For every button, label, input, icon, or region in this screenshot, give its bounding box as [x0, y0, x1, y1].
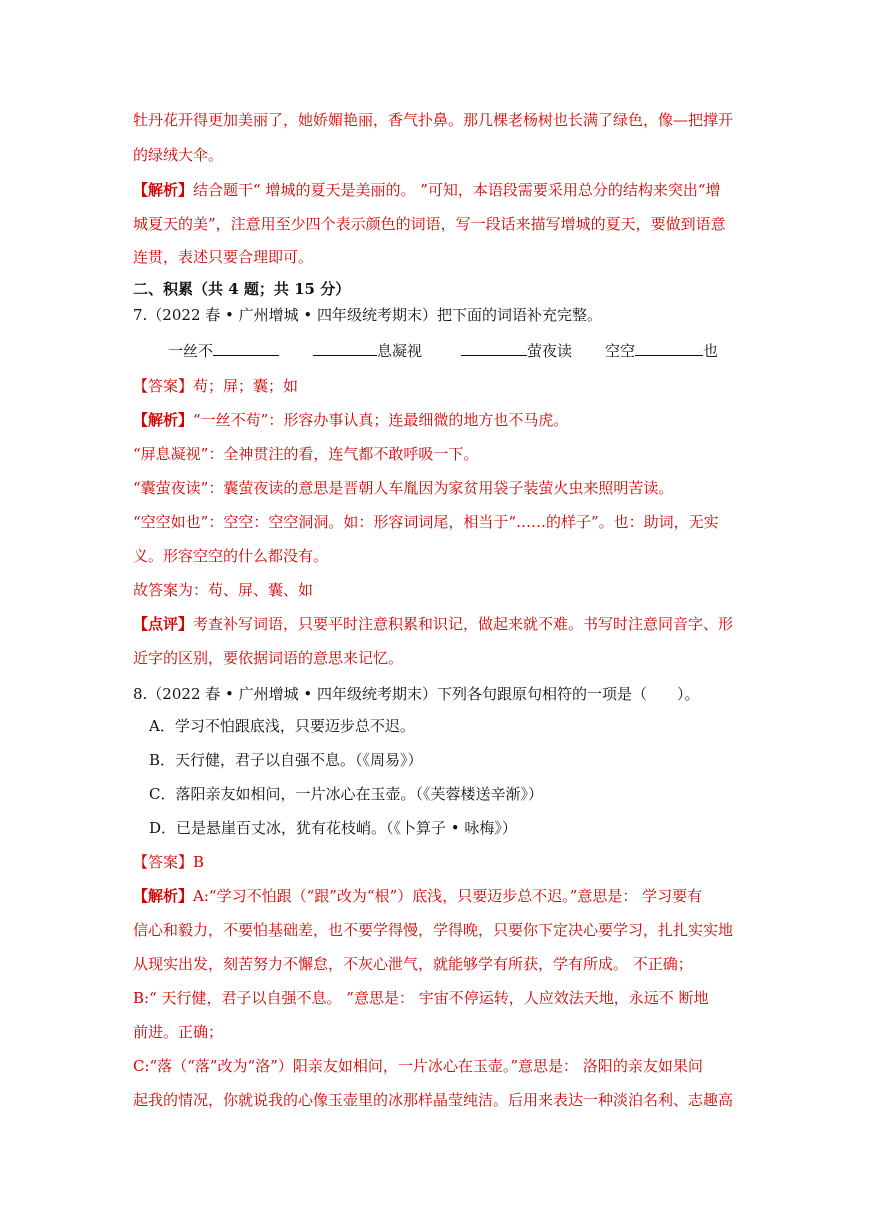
fill-item-4 — [605, 341, 718, 361]
analysis-line: 前进。正确； — [133, 1023, 224, 1041]
analysis-line: 起我的情况，你就说我的心像玉壶里的冰那样晶莹纯洁。后用来表达一种淡泊名利、志趣高 — [133, 1091, 734, 1109]
fill-item-text: 空空 — [605, 342, 636, 360]
blank-line — [313, 341, 377, 356]
analysis-tag: 【解析】 — [133, 181, 194, 199]
analysis-tag: 【解析】 — [133, 411, 194, 429]
analysis-line: 从现实出发，刻苦努力不懈怠，不灰心泄气，就能够学有所获，学有所成。 不正确； — [133, 955, 693, 973]
fill-blank-row — [0, 341, 869, 363]
blank-line — [213, 341, 279, 356]
analysis-tag: 【解析】 — [133, 887, 194, 905]
analysis-line: 信心和毅力，不要怕基础差，也不要学得慢，学得晚，只要你下定决心要学习，扎扎实实地 — [133, 921, 734, 939]
blank-line — [635, 341, 703, 356]
option-d: D．已是悬崖百丈冰，犹有花枝峭。（《卜算子 • 咏梅》） — [149, 819, 517, 837]
analysis-text: “一丝不苟”：形容办事认真；连最细微的地方也不马虎。 — [193, 411, 569, 429]
answer-line: 【答案】B — [133, 853, 205, 871]
answer-line: 【答案】苟；屏；囊；如 — [133, 377, 299, 395]
analysis-line — [133, 410, 568, 430]
analysis-line: 义。形容空空的什么都没有。 — [133, 547, 329, 565]
analysis-line — [133, 180, 721, 200]
option-b: B．天行健，君子以自强不息。（《周易》） — [149, 751, 423, 769]
analysis-text: 结合题干“ 增城的夏天是美丽的。 ”可知，本语段需要采用总分的结构来突出“增 — [193, 181, 721, 199]
fill-item-text: 一丝不 — [168, 342, 214, 360]
analysis-line: 城夏天的美”，注意用至少四个表示颜色的词语，写一段话来描写增城的夏天，要做到语意 — [133, 215, 726, 233]
analysis-text: A:“学习不怕跟（“跟”改为“根”）底浅，只要迈步总不迟。”意思是： 学习要有 — [193, 887, 703, 905]
final-answer-line: 故答案为：苟、屏、囊、如 — [133, 581, 314, 599]
analysis-line: “空空如也”：空空：空空洞洞。如：形容词词尾，相当于“……的样子”。也：助词，无实 — [133, 513, 719, 531]
analysis-line: C:“落（“落”改为“洛”）阳亲友如相问，一片冰心在玉壶。”意思是： 洛阳的亲友如果问 — [133, 1057, 703, 1075]
prev-text-line: 的绿绒大伞。 — [133, 146, 224, 164]
fill-item-1 — [168, 341, 279, 361]
blank-line — [461, 341, 527, 356]
analysis-line — [133, 886, 702, 906]
fill-item-text: 也 — [703, 342, 719, 360]
comment-tag: 【点评】 — [133, 615, 194, 633]
analysis-line: B:“ 天行健，君子以自强不息。 ”意思是： 宇宙不停运转，人应效法天地，永远不 断地 — [133, 989, 709, 1007]
question-8-stem: 8.（2022 春 • 广州增城 • 四年级统考期末）下列各句跟原句相符的一项是（ ）。 — [133, 685, 700, 703]
fill-item-2 — [313, 341, 422, 361]
fill-item-3 — [461, 341, 572, 361]
fill-item-text: 息凝视 — [377, 342, 423, 360]
analysis-line: “屏息凝视”：全神贯注的看，连气都不敢呼吸一下。 — [133, 445, 479, 463]
comment-line — [133, 614, 733, 634]
comment-line: 近字的区别，要依据词语的意思来记忆。 — [133, 649, 404, 667]
option-a: A．学习不怕跟底浅，只要迈步总不迟。 — [149, 717, 415, 735]
option-c: C．落阳亲友如相问，一片冰心在玉壶。（《芙蓉楼送辛渐》） — [149, 785, 543, 803]
comment-text: 考查补写词语，只要平时注意积累和识记，做起来就不难。书写时注意同音字、形 — [193, 615, 734, 633]
analysis-line: “囊萤夜读”：囊萤夜读的意思是晋朝人车胤因为家贫用袋子装萤火虫来照明苦读。 — [133, 479, 674, 497]
analysis-line: 连贯，表述只要合理即可。 — [133, 248, 314, 266]
prev-text-line: 牡丹花开得更加美丽了，她娇媚艳丽，香气扑鼻。那几棵老杨树也长满了绿色，像—把撑开 — [133, 111, 734, 129]
section-heading: 二、积累（共 4 题；共 15 分） — [133, 280, 351, 298]
question-7-stem: 7.（2022 春 • 广州增城 • 四年级统考期末）把下面的词语补充完整。 — [133, 306, 603, 324]
fill-item-text: 萤夜读 — [527, 342, 573, 360]
